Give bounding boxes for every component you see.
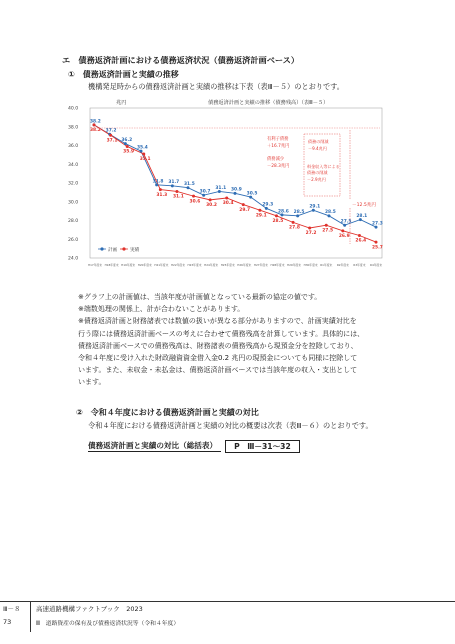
data-point-actual (175, 190, 178, 193)
data-point-actual (126, 145, 129, 148)
data-point-actual (341, 229, 344, 232)
data-label-actual: 29.1 (255, 213, 267, 219)
x-tick-label: H27年度末 (253, 263, 268, 267)
x-tick-group (88, 263, 382, 267)
data-label-plan: 28.6 (278, 209, 289, 215)
chart-legend (98, 246, 140, 253)
data-label-plan: 27.3 (372, 221, 383, 227)
y-tick-label: 36.0 (68, 144, 79, 150)
x-tick-label: H28年度末 (270, 263, 285, 267)
table-caption (88, 440, 292, 452)
x-tick-label: H29年度末 (287, 263, 302, 267)
y-tick-label: 38.0 (68, 125, 79, 131)
note-line: います。 (78, 378, 106, 387)
data-label-plan: 36.2 (121, 138, 133, 144)
data-label-plan: 31.5 (184, 182, 195, 188)
data-label-plan: 29.1 (309, 204, 321, 210)
legend-marker-actual (122, 247, 125, 250)
data-point-actual (292, 221, 295, 224)
data-point-actual (109, 134, 112, 137)
data-label-actual: 31.1 (172, 194, 184, 200)
annotation-total: －12.5兆円 (352, 203, 377, 208)
intro-paragraph: 機構発足時からの債務返済計画と実績の推移は下表（表Ⅲ－５）のとおりです。 (88, 82, 344, 91)
data-label-actual: 37.1 (106, 138, 118, 144)
x-tick-label: H18年度末 (104, 263, 119, 267)
data-label-actual: 26.9 (338, 234, 350, 240)
data-label-actual: 26.4 (355, 238, 367, 244)
annotation-text: 料金収入等による (307, 164, 340, 169)
footer-rule (0, 601, 455, 602)
note-line: ※端数処理の関係上、計が合わないことがあります。 (78, 305, 245, 314)
x-tick-label: H22年度末 (170, 263, 186, 267)
notes-block (78, 291, 408, 389)
data-label-plan: 38.2 (90, 119, 101, 125)
annotation-box-2 (307, 138, 340, 182)
series-point-labels (90, 118, 383, 250)
data-label-plan: 29.3 (262, 202, 274, 208)
annotation-text: 債務減少 (267, 157, 285, 162)
section2-paragraph: 令和４年度における債務返済計画と実績の対比の概要は次表（表Ⅲ－６）のとおりです。 (88, 421, 373, 430)
data-label-plan: 28.1 (356, 213, 368, 219)
note-line: います。また、未収金・未払金は、債務返済計画ベースでは当該年度の収入・支出として (78, 366, 358, 375)
annotation-text: 有利子債務 (267, 137, 289, 142)
note-line: 行う際には債務返済計画ベースの考えに合わせて債務残高を計算しています。具体的には、 (78, 329, 365, 338)
series-points (93, 123, 378, 243)
note-line: ※グラフ上の計画値は、当該年度が計画値となっている最新の協定の値です。 (78, 293, 322, 301)
annotation-text: －2.9兆円 (307, 177, 326, 182)
data-label-actual: 25.7 (372, 245, 383, 251)
chart-ylabel: 兆円 (116, 100, 127, 106)
data-label-actual: 38.2 (90, 128, 101, 134)
x-tick-label: R2年度末 (336, 263, 349, 267)
x-tick-label: H23年度末 (187, 263, 202, 267)
footer-subtitle: Ⅲ 道路資産の保有及び債務返済状況等（令和４年度） (36, 621, 180, 627)
data-point-actual (209, 198, 212, 201)
legend-label-plan: 計画 (108, 248, 118, 253)
data-label-actual: 27.2 (305, 231, 317, 237)
data-point-actual (142, 152, 145, 155)
y-tick-label: 40.0 (68, 106, 79, 112)
data-label-plan: 27.5 (340, 219, 352, 225)
y-tick-label: 24.0 (68, 256, 79, 262)
y-tick-label: 30.0 (68, 200, 79, 206)
annotation-text: 債務の削減 (307, 170, 328, 175)
data-point-actual (242, 203, 245, 206)
y-tick-group (68, 106, 78, 262)
section2-heading: ② 令和４年度における債務返済計画と実績の対比 (76, 408, 259, 417)
data-point-actual (225, 197, 228, 200)
chart-title: 債務返済計画と実績の推移（債務残高）（表Ⅲ－５） (208, 100, 329, 106)
data-label-plan: 28.5 (293, 210, 305, 216)
x-tick-label: H30年度末 (303, 263, 318, 267)
data-point-actual (192, 195, 195, 198)
data-label-plan: 31.7 (168, 180, 180, 186)
annotation-text: 債務の削減 (308, 139, 329, 144)
data-label-actual: 30.6 (189, 199, 201, 205)
legend-label-actual: 実績 (130, 248, 140, 253)
data-label-actual: 30.2 (206, 203, 217, 209)
data-label-plan: 31.8 (152, 179, 164, 185)
data-label-plan: 30.7 (199, 189, 211, 195)
x-tick-label: H24年度末 (204, 263, 219, 267)
legend-marker-plan (100, 247, 103, 250)
footer-separator (30, 602, 31, 632)
x-tick-label: H26年度末 (237, 263, 252, 267)
debt-chart (58, 96, 388, 278)
x-tick-label: H21年度末 (154, 263, 169, 267)
x-tick-label: H25年度末 (220, 263, 235, 267)
data-point-actual (159, 188, 162, 191)
table-caption-title: 債務返済計画と実績の対比（総括表） (88, 440, 221, 452)
data-label-actual: 27.5 (322, 228, 334, 234)
x-tick-label: R1年度末 (320, 263, 333, 267)
annotation-box-1 (267, 135, 289, 169)
note-line: ※債務返済計画と財務諸表では数値の扱いが異なる部分がありますので、計画実績対比を (78, 317, 357, 326)
data-label-actual: 35.1 (139, 157, 151, 163)
y-tick-label: 28.0 (68, 219, 79, 225)
y-tick-label: 34.0 (68, 162, 79, 168)
data-label-plan: 37.2 (105, 128, 117, 134)
table-caption-ref: P Ⅲ－31～32 (225, 440, 300, 453)
data-label-actual: 35.9 (123, 149, 135, 155)
data-point-actual (325, 224, 328, 227)
data-label-actual: 31.3 (156, 192, 168, 198)
data-label-plan: 31.1 (215, 185, 227, 191)
x-tick-label: H19年度末 (121, 263, 136, 267)
subsection-heading: ① 債務返済計画と実績の推移 (68, 70, 179, 79)
data-label-actual: 30.4 (222, 201, 234, 207)
note-line: 令和４年度に受け入れた財政融資資金借入金0.2 兆円の現預金についても同様に控除して (78, 354, 358, 363)
data-label-plan: 30.9 (231, 187, 242, 193)
data-label-actual: 27.8 (289, 225, 300, 231)
data-label-plan: 28.5 (325, 210, 336, 216)
data-point-actual (358, 234, 361, 237)
x-tick-label: R3年度末 (353, 263, 366, 267)
data-point-actual (375, 241, 378, 244)
y-tick-label: 32.0 (68, 181, 79, 187)
footer-section-code: Ⅲ－８ (3, 605, 21, 613)
data-point-actual (275, 214, 278, 217)
data-label-actual: 29.7 (239, 207, 251, 213)
data-label-plan: 35.4 (137, 145, 148, 151)
section-heading: エ 債務返済計画における債務返済状況（債務返済計画ベース） (62, 55, 300, 65)
x-tick-label: H17年度末 (88, 263, 103, 267)
annotation-text: ＋16.7兆円 (267, 144, 290, 149)
data-point-actual (258, 209, 261, 212)
x-tick-label: R4年度末 (370, 263, 383, 267)
note-line: 債務返済計画ベースでの債務残高は、財務諸表の債務残高から現預金分を控除しており、 (78, 341, 358, 350)
footer-title: 高速道路機構ファクトブック 2023 (36, 605, 143, 613)
series-lines (94, 125, 376, 242)
annotation-text: －28.3兆円 (267, 164, 290, 169)
x-tick-label: H20年度末 (137, 263, 152, 267)
y-tick-label: 26.0 (68, 237, 79, 243)
series-line-actual (94, 125, 376, 242)
data-label-plan: 30.5 (246, 191, 258, 197)
data-label-actual: 28.5 (272, 219, 284, 225)
footer-page-number: 73 (3, 618, 12, 626)
data-point-actual (308, 227, 311, 230)
annotation-text: －9.4兆円 (308, 146, 327, 151)
